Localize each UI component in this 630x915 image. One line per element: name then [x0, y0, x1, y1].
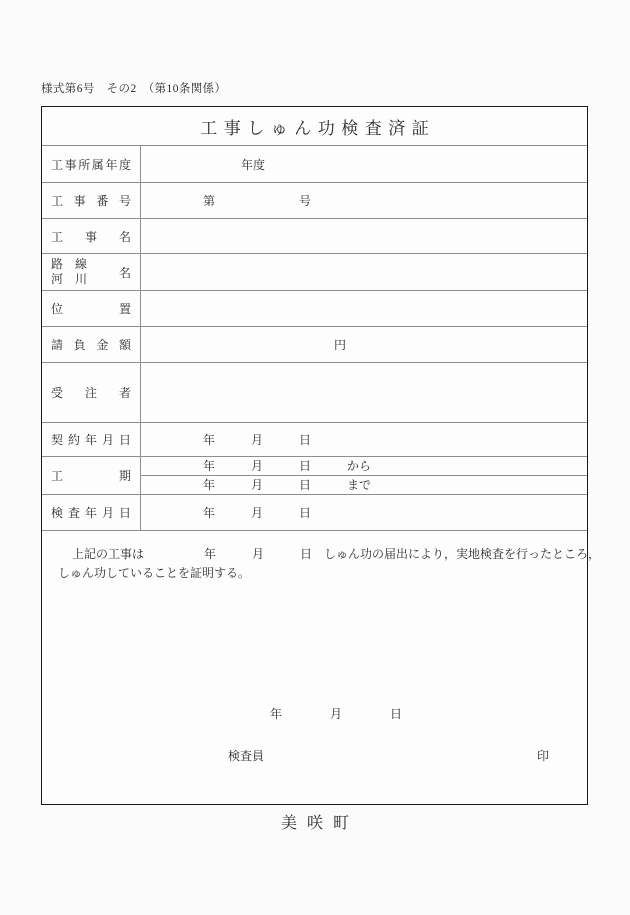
work-number-template: 第 号	[203, 194, 312, 208]
label-char: 所	[78, 157, 91, 172]
table-row-work-name	[42, 219, 587, 254]
label-char: 負	[73, 338, 86, 352]
row-label-contractor	[42, 363, 141, 422]
label-char: 約	[67, 433, 80, 447]
label-char: 工	[51, 194, 64, 208]
label-char: 事	[84, 229, 97, 244]
row-label-route-river	[42, 254, 141, 290]
contract-date-template: 年 月 日	[203, 433, 312, 447]
row-label-contract-date	[42, 423, 141, 456]
label-char: 年	[84, 506, 97, 520]
row-label-work-name	[42, 219, 141, 253]
label-char: 者	[118, 386, 131, 400]
currency-unit: 円	[334, 338, 347, 352]
label-char: 期	[118, 469, 131, 483]
label-char: 置	[118, 302, 131, 316]
document-title: 工事しゅん功検査済証	[200, 118, 436, 138]
seal-label: 印	[536, 748, 549, 763]
label-char: 月	[101, 506, 114, 520]
row-value-contract-date[interactable]	[141, 423, 587, 456]
row-label-inspection-date	[42, 495, 141, 530]
table-row-fiscal-year	[42, 146, 587, 183]
river-label: 河 川	[51, 272, 88, 286]
row-value-route-river[interactable]	[141, 254, 587, 290]
statement-line-1: 上記の工事は 年 月 日 しゅん功の届出により，実地検査を行ったところ，	[72, 547, 601, 561]
row-label-work-period	[42, 457, 141, 494]
row-value-fiscal-year[interactable]	[141, 146, 587, 182]
label-char: 属	[91, 157, 104, 172]
certification-statement-block	[42, 531, 601, 766]
row-value-inspection-date[interactable]	[141, 495, 587, 530]
table-row-contractor	[42, 363, 587, 423]
table-row-inspection-date	[42, 495, 587, 531]
work-period-start[interactable]: 年 月 日 から	[141, 457, 587, 476]
table-row-route-river	[42, 254, 587, 291]
label-char: 契	[51, 433, 64, 447]
label-char: 工	[51, 157, 64, 172]
fiscal-year-unit: 年度	[241, 157, 266, 172]
statement-line-2: しゅん功していることを証明する。	[58, 566, 251, 581]
inspection-date-template: 年 月 日	[203, 506, 312, 520]
table-row-work-number	[42, 183, 587, 219]
table-row-contract-amount	[42, 327, 587, 363]
row-value-contractor[interactable]	[141, 363, 587, 422]
label-char: 工	[51, 229, 64, 244]
table-row-contract-date	[42, 423, 587, 457]
label-char: 額	[118, 338, 131, 352]
label-char: 位	[51, 302, 64, 316]
label-char: 度	[118, 157, 131, 172]
work-period-end[interactable]: 年 月 日 まで	[203, 478, 372, 493]
row-value-work-name[interactable]	[141, 219, 587, 253]
route-river-name-suffix: 名	[118, 265, 131, 280]
label-char: 事	[73, 194, 86, 208]
table-row-work-period	[42, 457, 587, 495]
label-char: 日	[118, 506, 131, 520]
label-char: 査	[67, 506, 80, 520]
label-char: 号	[118, 194, 131, 208]
row-label-location	[42, 291, 141, 326]
certificate-table	[41, 106, 601, 805]
route-label: 路 線	[51, 257, 88, 271]
row-label-contract-amount	[42, 327, 141, 362]
work-period-values	[141, 457, 587, 494]
signature-row	[58, 747, 571, 766]
label-char: 年	[84, 433, 97, 447]
label-char: 名	[118, 229, 131, 244]
row-value-work-number[interactable]	[141, 183, 587, 218]
row-label-fiscal-year	[42, 146, 141, 182]
label-char: 工	[51, 469, 64, 483]
label-char: 請	[51, 338, 64, 352]
label-char: 月	[101, 433, 114, 447]
inspector-label[interactable]: 検査員	[228, 748, 265, 763]
label-char: 年	[105, 157, 118, 172]
label-char: 事	[64, 157, 77, 172]
label-char: 受	[51, 386, 64, 400]
label-char: 番	[96, 194, 109, 208]
municipality-name: 美咲町	[280, 815, 359, 832]
label-char: 注	[84, 386, 97, 400]
label-char: 検	[51, 506, 64, 520]
row-value-contract-amount[interactable]	[141, 327, 587, 362]
title-row	[42, 107, 587, 146]
label-char: 金	[96, 338, 109, 352]
form-number: 様式第6号 その2 （第10条関係）	[41, 83, 227, 95]
table-row-location	[42, 291, 587, 327]
row-label-work-number	[42, 183, 141, 218]
signature-date[interactable]: 年 月 日	[270, 707, 403, 722]
row-value-location[interactable]	[141, 291, 587, 326]
label-char: 日	[118, 433, 131, 447]
